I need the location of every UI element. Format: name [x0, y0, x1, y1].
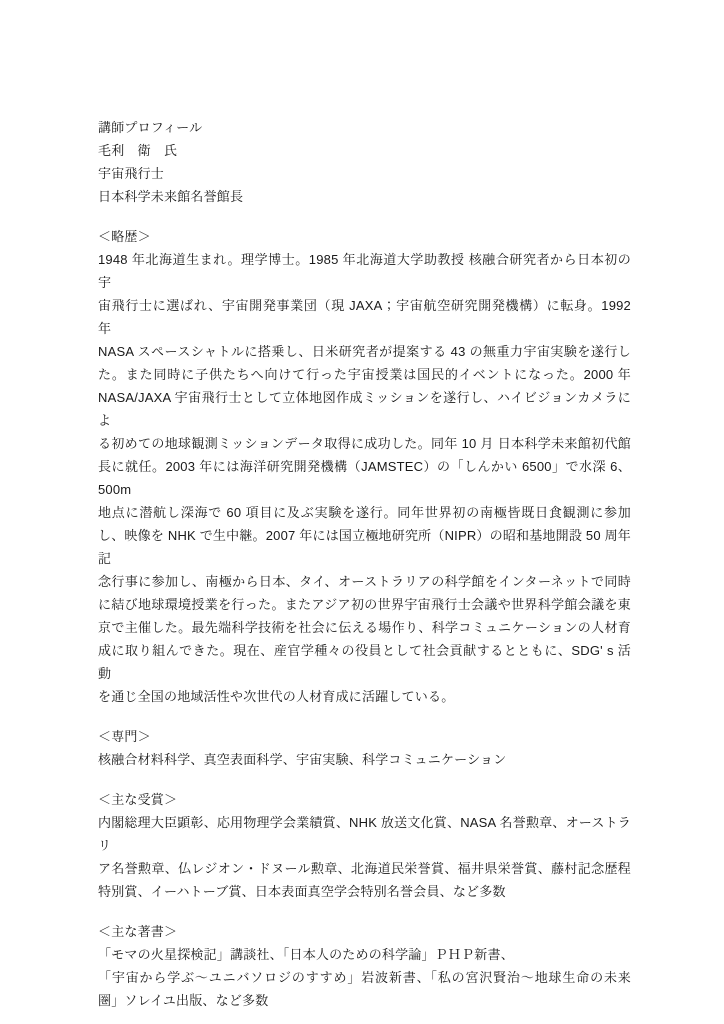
profile-sections — [98, 225, 635, 1012]
text-line: ア名誉勲章、仏レジオン・ドヌール勲章、北海道民栄誉賞、福井県栄誉賞、藤村記念歴程 — [98, 861, 631, 876]
text-line: 内閣総理大臣顕彰、応用物理学会業績賞、NHK 放送文化賞、NASA 名誉勲章、オーストラリ — [98, 815, 631, 853]
text-line: 1948 年北海道生まれ。理学博士。1985 年北海道大学助教授 核融合研究者から日本初の宇 — [98, 252, 631, 290]
lecturer-role-astronaut: 宇宙飛行士 — [98, 166, 165, 181]
lecturer-name: 毛利 衛 氏 — [98, 143, 178, 158]
lecturer-profile — [98, 116, 635, 1012]
text-line: 圏」ソレイユ出版、など多数 — [98, 993, 269, 1008]
section-heading: ＜主な受賞＞ — [98, 792, 178, 807]
text-line: 特別賞、イーハトーブ賞、日本表面真空学会特別名誉会員、など多数 — [98, 884, 506, 899]
section-awards — [98, 788, 631, 903]
text-line: 成に取り組んできた。現在、産官学種々の役員として社会貢献するとともに、SDG' s 活動 — [98, 643, 631, 681]
text-line: た。また同時に子供たちへ向けて行った宇宙授業は国民的イベントになった。2000 年 — [98, 367, 631, 382]
text-line: NASA スペースシャトルに搭乗し、日米研究者が提案する 43 の無重力宇宙実験を遂行し — [98, 344, 631, 359]
text-line: し、映像を NHK で生中継。2007 年には国立極地研究所（NIPR）の昭和基地開設 50 周年記 — [98, 528, 631, 566]
profile-header — [98, 116, 631, 208]
profile-title: 講師プロフィール — [98, 120, 203, 135]
text-line: る初めての地球観測ミッションデータ取得に成功した。同年 10 月 日本科学未来館初代館 — [98, 436, 631, 451]
text-line: 京で主催した。最先端科学技術を社会に伝える場作り、科学コミュニケーションの人材育 — [98, 620, 631, 635]
text-line: 「モマの火星探検記」講談社、「日本人のための科学論」ＰＨＰ新書、 — [98, 947, 514, 962]
text-line: に結び地球環境授業を行った。またアジア初の世界宇宙飛行士会議や世界科学館会議を東 — [98, 597, 631, 612]
section-books — [98, 920, 631, 1012]
text-line: を通じ全国の地域活性や次世代の人材育成に活躍している。 — [98, 689, 455, 704]
text-line: 長に就任。2003 年には海洋研究開発機構（JAMSTEC）の「しんかい 6500」で水深 6、500m — [98, 459, 631, 497]
text-line: 宙飛行士に選ばれ、宇宙開発事業団（現 JAXA；宇宙航空研究開発機構）に転身。1992 年 — [98, 298, 635, 336]
text-line: 地点に潜航し深海で 60 項目に及ぶ実験を遂行。同年世界初の南極皆既日食観測に参加 — [98, 505, 631, 520]
section-heading: ＜略歴＞ — [98, 229, 151, 244]
lecturer-role-museum-director: 日本科学未来館名誉館長 — [98, 189, 244, 204]
section-heading: ＜主な著書＞ — [98, 924, 178, 939]
text-line: 念行事に参加し、南極から日本、タイ、オーストラリアの科学館をインターネットで同時 — [98, 574, 631, 589]
text-line: 核融合材料科学、真空表面科学、宇宙実験、科学コミュニケーション — [98, 752, 507, 767]
text-line: 「宇宙から学ぶ～ユニバソロジのすすめ」岩波新書、「私の宮沢賢治～地球生命の未来 — [98, 970, 631, 985]
section-specialty — [98, 725, 631, 771]
text-line: NASA/JAXA 宇宙飛行士として立体地図作成ミッションを遂行し、ハイビジョンカメラによ — [98, 390, 631, 428]
section-biography — [98, 225, 635, 708]
section-heading: ＜専門＞ — [98, 729, 151, 744]
